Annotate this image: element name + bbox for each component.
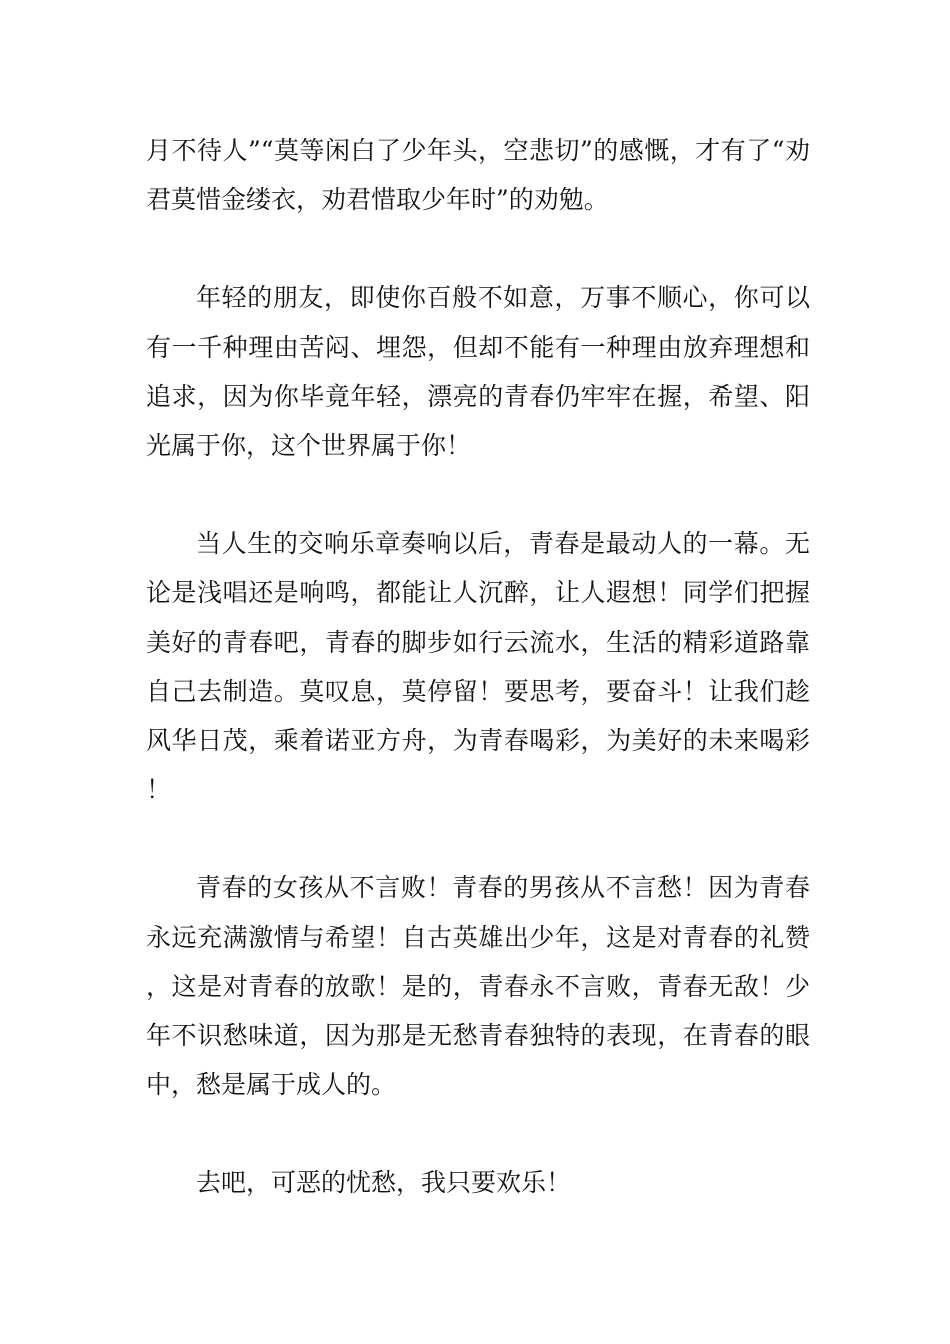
paragraph-4: 青春的女孩从不言败！青春的男孩从不言愁！因为青春永远充满激情与希望！自古英雄出少年，这是对青春的礼赞，这是对青春的放歌！是的，青春永不言败，青春无敌！少年不识愁味道，因为那是无愁青春独特的表现，在青春的眼中，愁是属于成人的。	[146, 873, 810, 1100]
paragraph-3: 当人生的交响乐章奏响以后，青春是最动人的一幕。无论是浅唱还是响鸣，都能让人沉醉，让人遐想！同学们把握美好的青春吧，青春的脚步如行云流水，生活的精彩道路靠自己去制造。莫叹息，莫停留！要思考，要奋斗！让我们趁风华日茂，乘着诺亚方舟，为青春喝彩，为美好的未来喝彩！	[146, 529, 810, 805]
paragraph-5: 去吧，可恶的忧愁，我只要欢乐！	[196, 1168, 572, 1198]
paragraph-1: 月不待人”“莫等闲白了少年头，空悲切”的感慨，才有了“劝君莫惜金缕衣，劝君惜取少年时”的劝勉。	[146, 136, 810, 215]
paragraph-2: 年轻的朋友，即使你百般不如意，万事不顺心，你可以有一千种理由苦闷、埋怨，但却不能有一种理由放弃理想和追求，因为你毕竟年轻，漂亮的青春仍牢牢在握，希望、阳光属于你，这个世界属于你！	[146, 283, 810, 461]
document-page	[146, 126, 810, 1257]
